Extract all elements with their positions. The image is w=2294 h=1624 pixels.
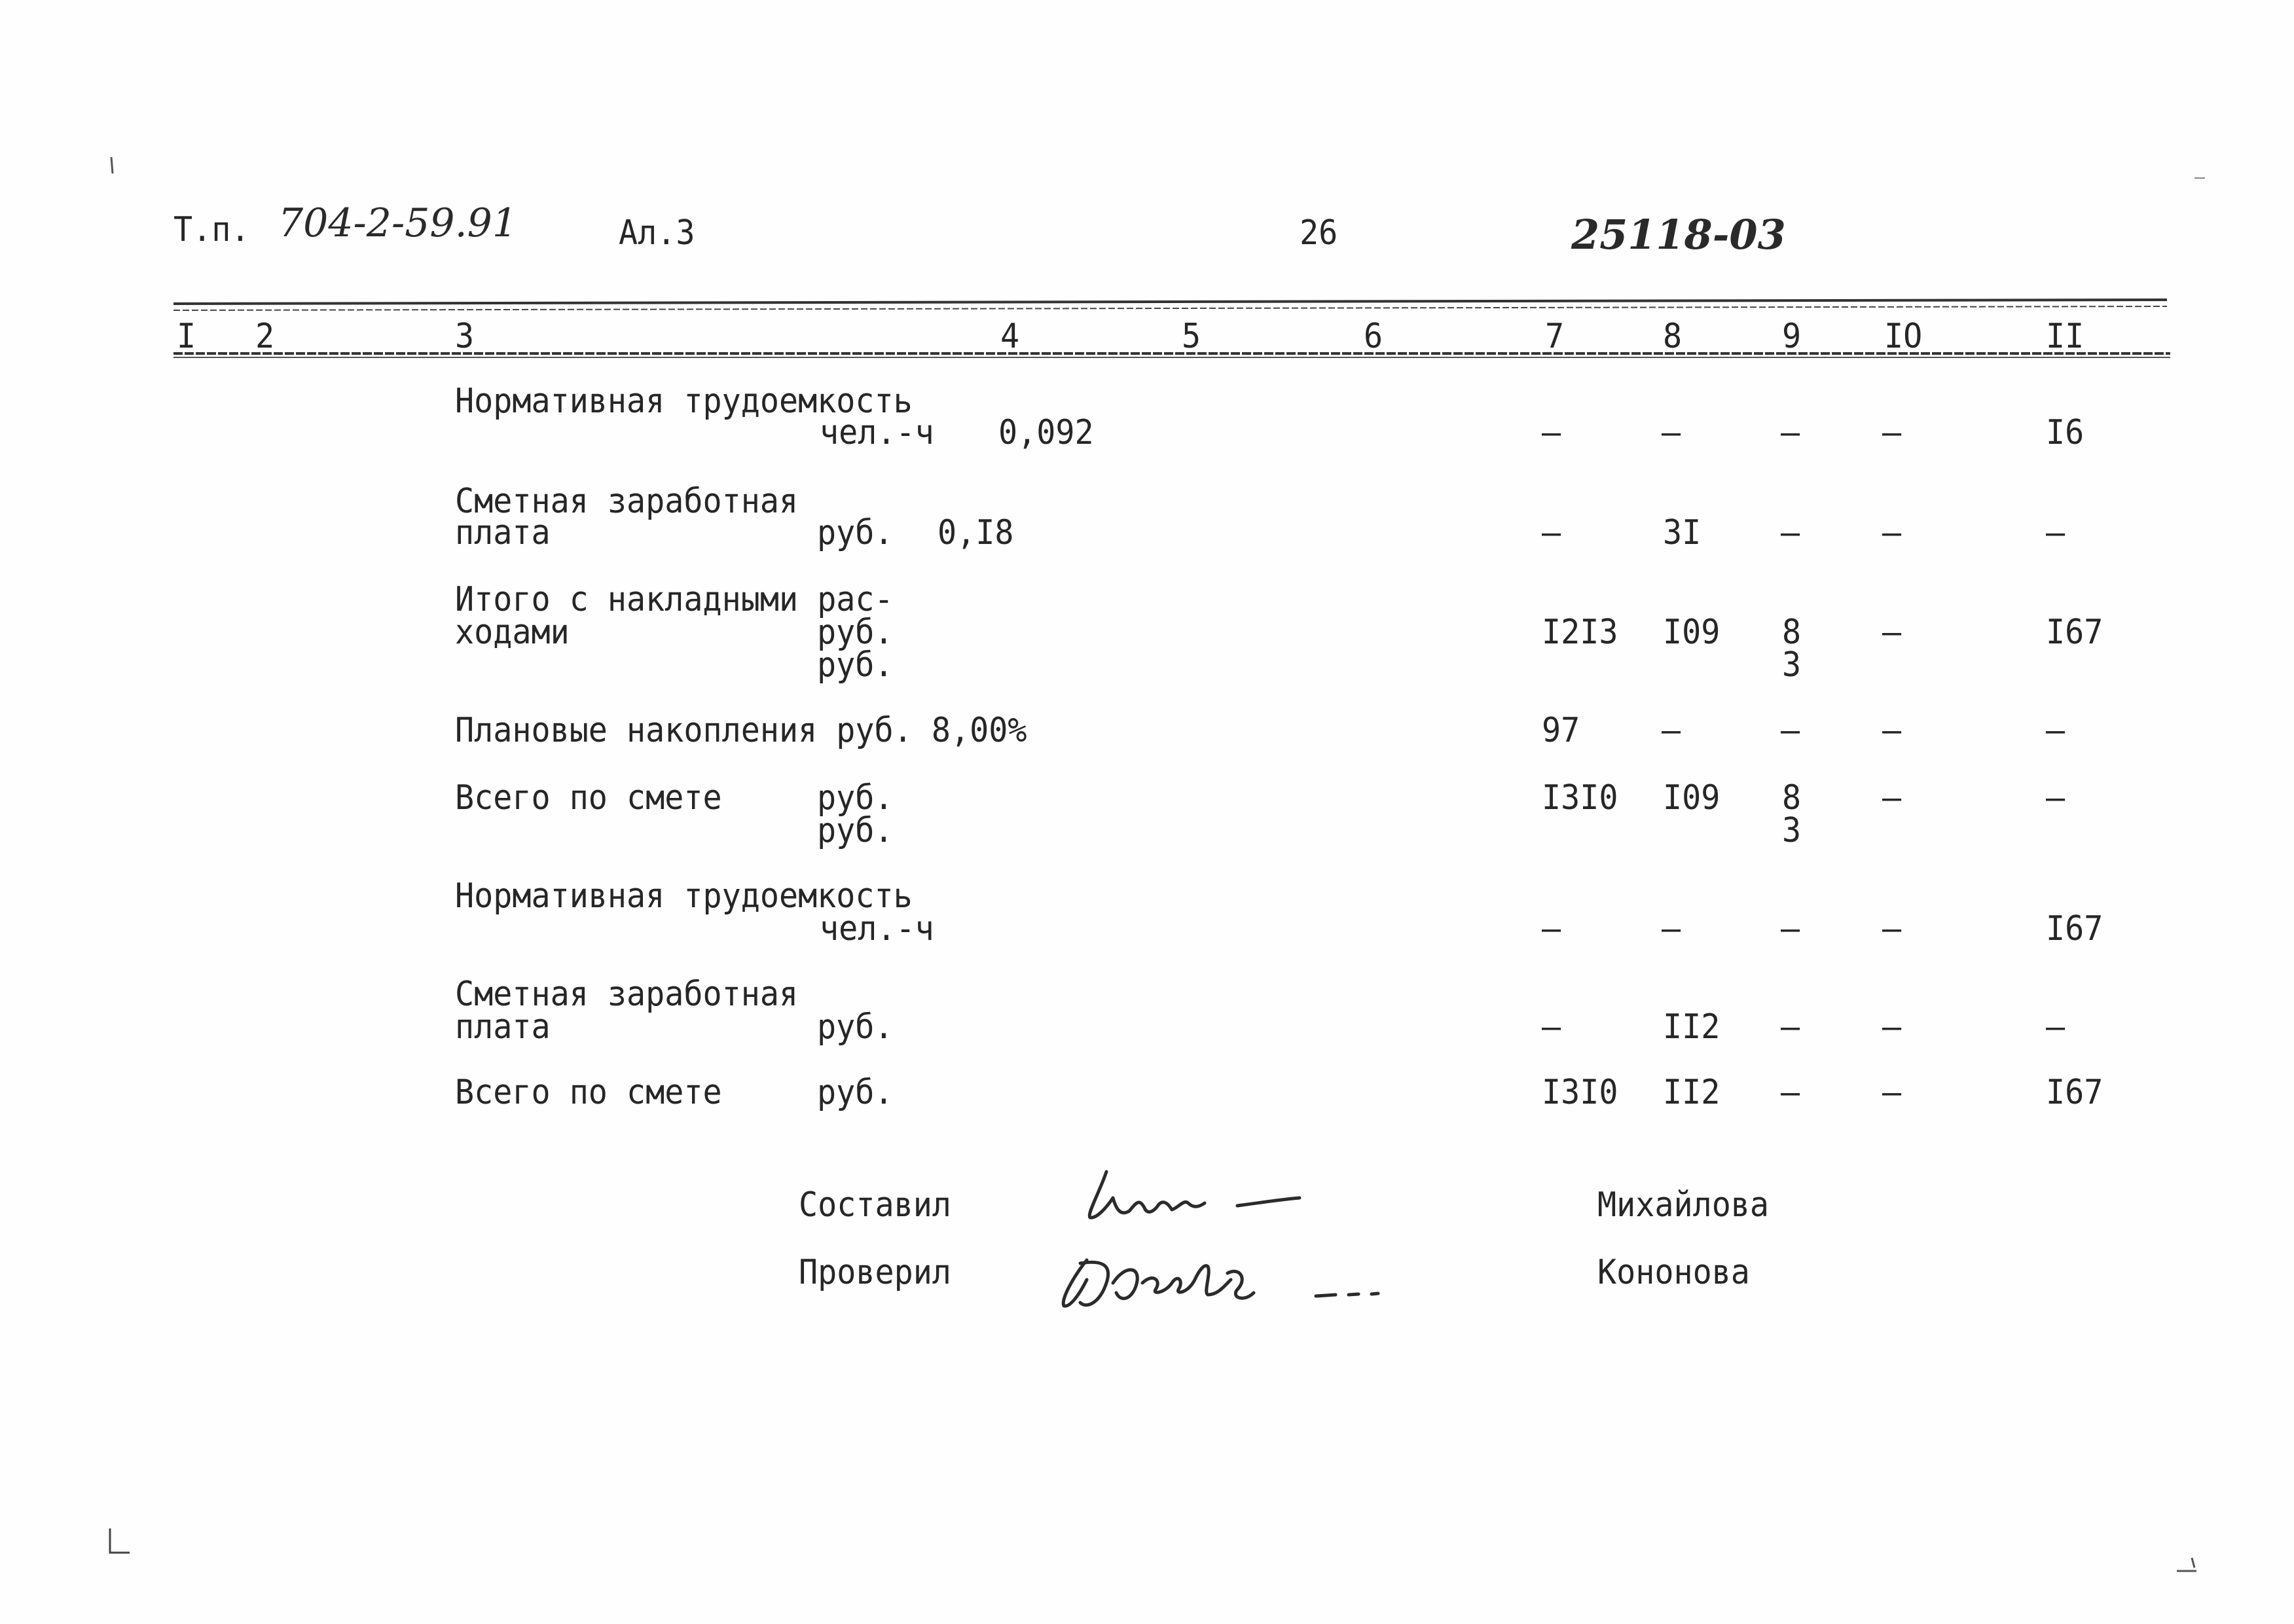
row-unit: руб. bbox=[817, 1007, 894, 1047]
row-label: Сметная заработная bbox=[455, 975, 799, 1014]
row-value: 0,I8 bbox=[938, 513, 1014, 552]
cell-c7: I3I0 bbox=[1542, 1073, 1618, 1112]
checked-by-name: Кононова bbox=[1597, 1253, 1750, 1292]
cell-c7: – bbox=[1542, 513, 1561, 552]
cell-c9: 8 bbox=[1782, 778, 1802, 818]
cell-c10: – bbox=[1882, 613, 1902, 652]
compiled-by-label: Составил bbox=[799, 1185, 951, 1225]
cell-c7: I2I3 bbox=[1542, 613, 1618, 652]
row-label-2: плата bbox=[455, 513, 551, 552]
row-label-2: плата bbox=[455, 1007, 551, 1047]
cell-c8: – bbox=[1662, 413, 1681, 452]
cell-c10: – bbox=[1882, 413, 1902, 452]
col-header-7: 7 bbox=[1545, 317, 1565, 356]
cell-c9: – bbox=[1781, 1007, 1800, 1047]
scan-mark-top bbox=[111, 157, 113, 173]
cell-c7: I3I0 bbox=[1542, 778, 1618, 818]
cell-c10: – bbox=[1882, 711, 1902, 750]
row-label: Плановые накопления руб. 8,00% bbox=[455, 711, 1027, 750]
cell-c10: – bbox=[1882, 778, 1902, 818]
cell-c8: II2 bbox=[1663, 1073, 1720, 1112]
col-header-11: II bbox=[2046, 317, 2085, 356]
row-unit: руб. bbox=[817, 778, 894, 818]
col-header-5: 5 bbox=[1182, 317, 1201, 356]
col-header-9: 9 bbox=[1782, 317, 1802, 356]
cell-c7: – bbox=[1542, 1007, 1561, 1047]
col-header-10: IO bbox=[1884, 317, 1923, 356]
col-header-2: 2 bbox=[255, 317, 275, 356]
checked-by-label: Проверил bbox=[799, 1253, 951, 1292]
row-label: Нормативная трудоемкость bbox=[455, 876, 913, 916]
header-prefix: Т.п. bbox=[173, 210, 250, 249]
row-label-2: ходами bbox=[455, 613, 570, 652]
row-unit: чел.-ч bbox=[820, 413, 934, 452]
row-label: Итого с накладными рас- bbox=[455, 580, 894, 619]
signature-compiled bbox=[1089, 1172, 1300, 1218]
cell-c9: – bbox=[1781, 413, 1800, 452]
row-unit: руб. bbox=[817, 513, 894, 552]
col-header-1: I bbox=[177, 317, 196, 356]
cell-c11: – bbox=[2046, 513, 2066, 552]
cell-c9-b: 3 bbox=[1782, 811, 1802, 850]
cell-c8: – bbox=[1662, 711, 1681, 750]
cell-c9: – bbox=[1781, 1073, 1800, 1112]
row-label: Всего по смете bbox=[455, 1073, 722, 1112]
page-number: 26 bbox=[1300, 213, 1338, 253]
cell-c10: – bbox=[1882, 513, 1902, 552]
cell-c7: – bbox=[1542, 909, 1561, 948]
cell-c11: I67 bbox=[2046, 613, 2103, 652]
cell-c8: 3I bbox=[1663, 513, 1702, 552]
compiled-by-name: Михайлова bbox=[1597, 1185, 1770, 1225]
col-header-4: 4 bbox=[1000, 317, 1020, 356]
cell-c11: I6 bbox=[2046, 413, 2085, 452]
cell-c9: – bbox=[1781, 513, 1800, 552]
col-header-3: 3 bbox=[455, 317, 475, 356]
cell-c11: – bbox=[2046, 711, 2066, 750]
cell-c8: – bbox=[1662, 909, 1681, 948]
scan-corner-mark bbox=[110, 1528, 130, 1553]
cell-c8: I09 bbox=[1663, 613, 1720, 652]
row-label: Всего по смете bbox=[455, 778, 722, 818]
cell-c8: II2 bbox=[1663, 1007, 1720, 1047]
cell-c11: – bbox=[2046, 1007, 2066, 1047]
cell-c9: – bbox=[1781, 909, 1800, 948]
row-unit: руб. bbox=[817, 1073, 894, 1112]
cell-c10: – bbox=[1882, 1073, 1902, 1112]
col-header-6: 6 bbox=[1364, 317, 1383, 356]
row-value: 0,092 bbox=[998, 413, 1094, 452]
cell-c7: – bbox=[1542, 413, 1561, 452]
project-number: 704-2-59.91 bbox=[278, 200, 518, 246]
album-label: Ал.3 bbox=[619, 213, 695, 253]
row-unit: чел.-ч bbox=[820, 909, 934, 948]
signature-checked bbox=[1063, 1260, 1378, 1306]
col-header-8: 8 bbox=[1663, 317, 1683, 356]
cell-c7: 97 bbox=[1542, 711, 1580, 750]
cell-c11: – bbox=[2046, 778, 2066, 818]
cell-c9-b: 3 bbox=[1782, 645, 1802, 685]
cell-c9: – bbox=[1781, 711, 1800, 750]
cell-c10: – bbox=[1882, 909, 1902, 948]
row-unit: руб. bbox=[817, 613, 894, 652]
cell-c11: I67 bbox=[2046, 909, 2103, 948]
row-label: Нормативная трудоемкость bbox=[455, 382, 913, 421]
cell-c10: – bbox=[1882, 1007, 1902, 1047]
cell-c8: I09 bbox=[1663, 778, 1720, 818]
scan-mark-bottom-right bbox=[2177, 1558, 2196, 1571]
row-unit-2: руб. bbox=[817, 811, 894, 850]
doc-code: 25118-03 bbox=[1571, 211, 1786, 259]
row-unit-2: руб. bbox=[817, 645, 894, 685]
row-label: Сметная заработная bbox=[455, 482, 799, 521]
cell-c11: I67 bbox=[2046, 1073, 2103, 1112]
cell-c9: 8 bbox=[1782, 613, 1802, 652]
